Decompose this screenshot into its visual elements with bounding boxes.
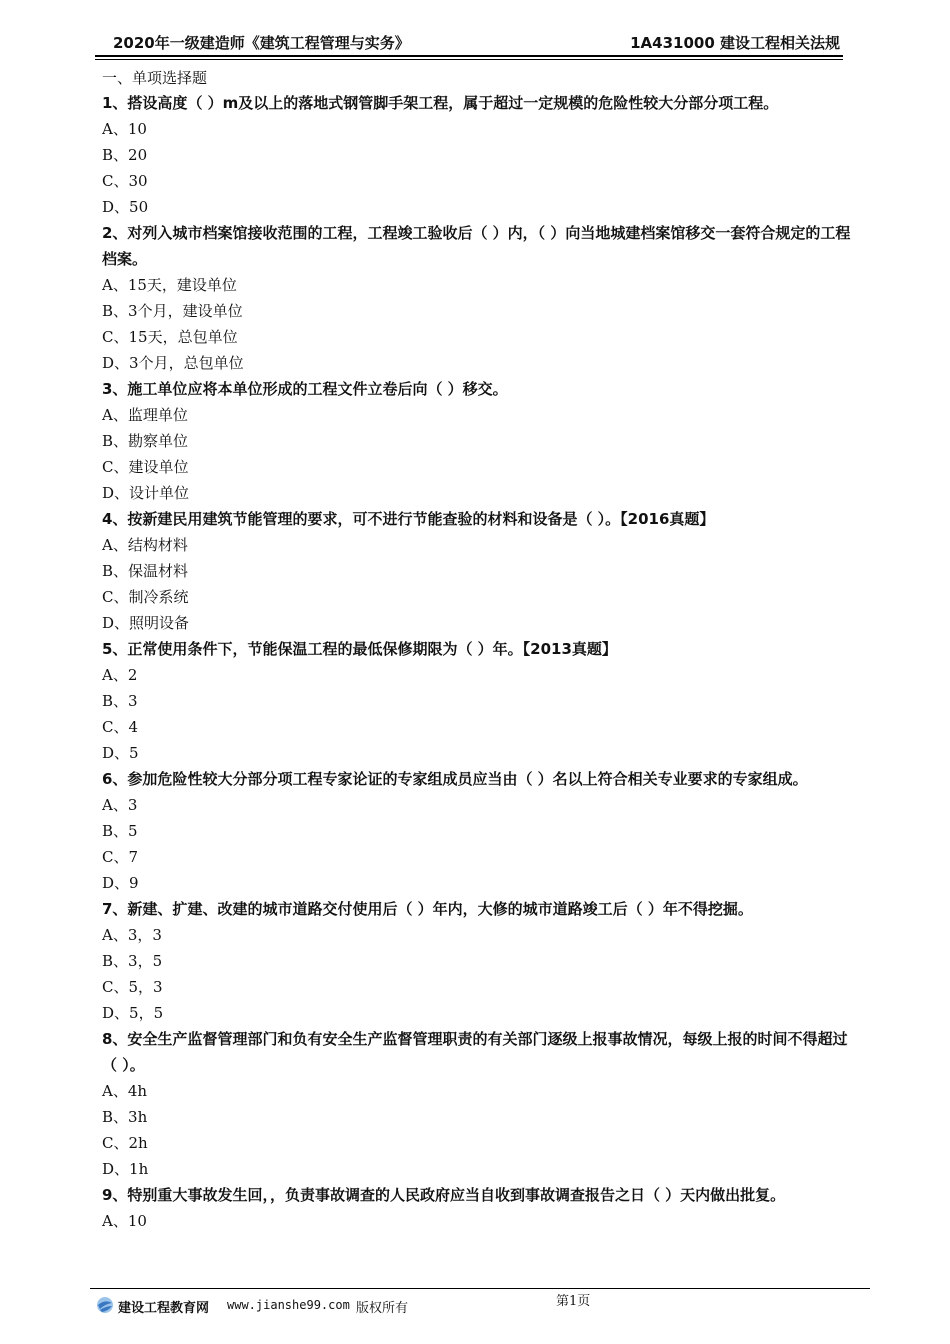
question-3 xyxy=(102,376,852,506)
question-option: A、4h xyxy=(102,1082,148,1100)
question-option: C、建设单位 xyxy=(102,458,189,476)
question-stem: 9、特别重大事故发生回，，负责事故调查的人民政府应当自收到事故调查报告之日（ ）天内做出批复。 xyxy=(102,1186,786,1204)
question-option: C、4 xyxy=(102,718,139,736)
question-stem: 4、按新建民用建筑节能管理的要求，可不进行节能查验的材料和设备是（ ）。【2016真题】 xyxy=(102,510,715,528)
question-option: D、50 xyxy=(102,198,149,216)
question-stem: 5、正常使用条件下，节能保温工程的最低保修期限为（ ）年。【2013真题】 xyxy=(102,640,617,658)
header-title: 2020年一级建造师《建筑工程管理与实务》 xyxy=(113,34,410,52)
question-1 xyxy=(102,90,852,220)
question-option: D、5，5 xyxy=(102,1004,164,1022)
question-stem: 7、新建、扩建、改建的城市道路交付使用后（ ）年内，大修的城市道路竣工后（ ）年不得挖掘。 xyxy=(102,900,753,918)
question-option: B、勘察单位 xyxy=(102,432,189,450)
question-option: D、1h xyxy=(102,1160,149,1178)
question-option: D、设计单位 xyxy=(102,484,190,502)
page-header xyxy=(95,30,840,54)
question-5 xyxy=(102,636,852,766)
question-option: C、7 xyxy=(102,848,139,866)
question-option: A、10 xyxy=(102,1212,147,1230)
question-option: B、3，5 xyxy=(102,952,163,970)
question-option: D、照明设备 xyxy=(102,614,190,632)
question-option: A、3，3 xyxy=(102,926,162,944)
question-option: A、监理单位 xyxy=(102,406,188,424)
question-option: D、5 xyxy=(102,744,139,762)
question-option: B、3个月，建设单位 xyxy=(102,302,243,320)
question-option: A、结构材料 xyxy=(102,536,188,554)
header-rule-thin xyxy=(95,59,843,60)
question-9 xyxy=(102,1182,852,1234)
question-option: B、3h xyxy=(102,1108,148,1126)
question-option: B、5 xyxy=(102,822,138,840)
question-stem: 1、搭设高度（ ）m及以上的落地式钢管脚手架工程，属于超过一定规模的危险性较大分部分项工程。 xyxy=(102,94,779,112)
question-option: B、3 xyxy=(102,692,138,710)
document-body xyxy=(102,66,852,1234)
question-option: A、2 xyxy=(102,666,138,684)
question-option: C、5，3 xyxy=(102,978,163,996)
question-option: A、10 xyxy=(102,120,147,138)
footer-url[interactable]: www.jianshe99.com xyxy=(227,1298,350,1312)
question-2 xyxy=(102,220,852,376)
question-option: A、3 xyxy=(102,796,138,814)
question-7 xyxy=(102,896,852,1026)
question-option: A、15天，建设单位 xyxy=(102,276,237,294)
question-option: C、2h xyxy=(102,1134,148,1152)
footer-rights: 版权所有 xyxy=(356,1301,409,1316)
question-stem: 2、对列入城市档案馆接收范围的工程，工程竣工验收后（ ）内，（ ）向当地城建档案馆移交一套符合规定的工程档案。 xyxy=(102,224,851,268)
question-option: D、3个月，总包单位 xyxy=(102,354,244,372)
question-8 xyxy=(102,1026,852,1182)
question-option: C、15天，总包单位 xyxy=(102,328,238,346)
question-6 xyxy=(102,766,852,896)
question-option: B、20 xyxy=(102,146,148,164)
question-list xyxy=(102,90,852,1234)
question-option: D、9 xyxy=(102,874,139,892)
header-rule-thick xyxy=(95,55,843,57)
question-4 xyxy=(102,506,852,636)
footer-brand: 建设工程教育网 xyxy=(118,1301,210,1316)
header-chapter: 1A431000 建设工程相关法规 xyxy=(630,34,840,52)
question-option: C、30 xyxy=(102,172,148,190)
globe-logo-icon xyxy=(96,1296,114,1314)
question-option: C、制冷系统 xyxy=(102,588,189,606)
question-stem: 3、施工单位应将本单位形成的工程文件立卷后向（ ）移交。 xyxy=(102,380,508,398)
page-number: 第1页 xyxy=(556,1294,591,1309)
question-option: B、保温材料 xyxy=(102,562,189,580)
section-title: 一、单项选择题 xyxy=(102,69,208,87)
question-stem: 8、安全生产监督管理部门和负有安全生产监督管理职责的有关部门逐级上报事故情况，每级上报的时间不得超过（ ）。 xyxy=(102,1030,848,1074)
question-stem: 6、参加危险性较大分部分项工程专家论证的专家组成员应当由（ ）名以上符合相关专业要求的专家组成。 xyxy=(102,770,808,788)
footer-rule xyxy=(90,1288,870,1289)
